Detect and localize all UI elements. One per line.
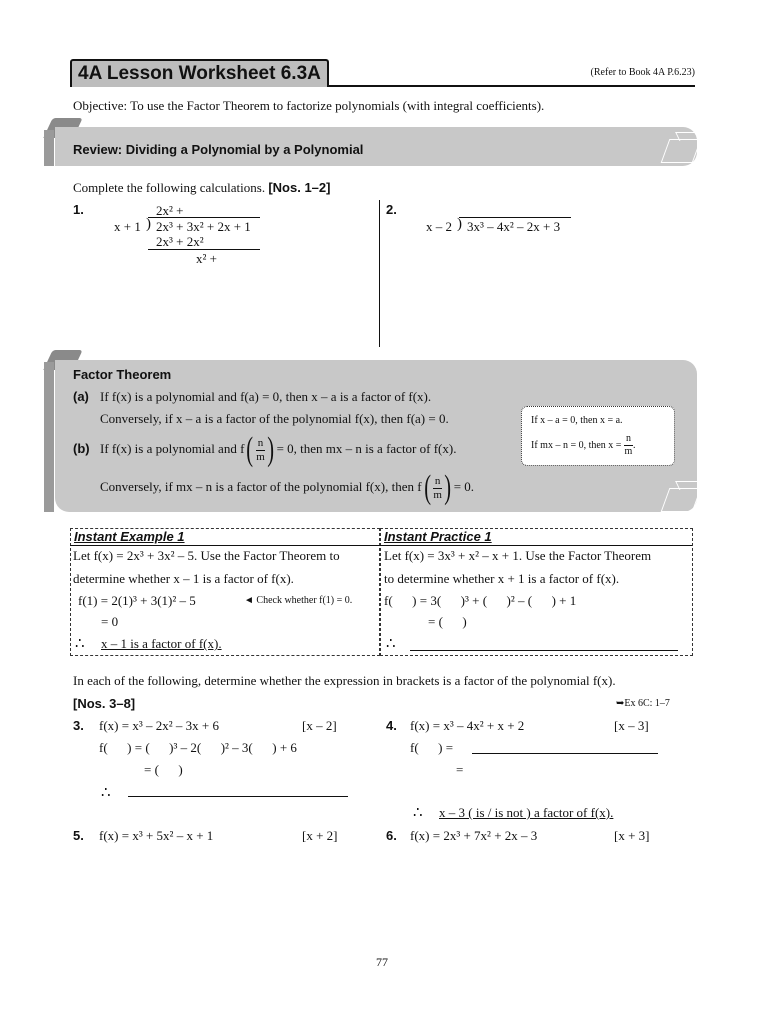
header-bar [70,59,695,87]
q4-conclusion[interactable]: x – 3 ( is / is not ) a factor of f(x). [439,805,614,820]
q1-dividend: 2x³ + 3x² + 2x + 1 [156,219,251,234]
paren-left: ( [246,431,254,469]
q4-bracket: [x – 3] [614,718,649,733]
q1-divisor: x + 1 [114,219,141,234]
review-instruction [73,180,330,196]
q3-expression: f(x) = x³ – 2x² – 3x + 6 [99,718,219,733]
n-over-m-fraction [256,437,266,464]
q3-answer-line[interactable] [128,796,348,797]
part-a-converse: Conversely, if x – a is a factor of the polynomial f(x), then f(a) = 0. [100,411,449,426]
review-nos: [Nos. 1–2] [268,180,331,195]
part-b-converse-pre: Conversely, if mx – n is a factor of the polynomial f(x), then f [100,479,422,494]
q1-number: 1. [73,202,84,217]
note-fraction [624,433,633,458]
q5-expression: f(x) = x³ + 5x² – x + 1 [99,828,214,843]
q6-number: 6. [386,828,397,843]
q1-division-bar [148,217,260,218]
q3-calc-2[interactable]: = ( ) [144,762,183,777]
practice-therefore: ∴ [386,636,396,652]
part-b-label: (b) [73,441,90,456]
q1-q2-divider [379,200,380,347]
q6-bracket: [x + 3] [614,828,650,843]
q1-step-line [148,249,260,250]
q4-expression: f(x) = x³ – 4x² + x + 2 [410,718,525,733]
example-calc-2: = 0 [101,614,119,629]
q3-calc-1[interactable]: f( ) = ( )³ – 2( )² – 3( ) + 6 [99,740,297,755]
part-b-converse-post: = 0. [453,479,475,494]
part-b-converse [100,469,475,507]
q3-bracket: [x – 2] [302,718,337,733]
part-b-pre: If f(x) is a polynomial and f [100,441,245,456]
example-line-2: determine whether x – 1 is a factor of f(x). [73,571,294,586]
worksheet-title: 4A Lesson Worksheet 6.3A [70,59,329,87]
hint-note [521,406,675,466]
practice-calc-1[interactable]: f( ) = 3( )³ + ( )² – ( ) + 1 [384,593,577,608]
q4-number: 4. [386,718,397,733]
practice-title: Instant Practice 1 [384,529,492,544]
part-a-label: (a) [73,389,89,404]
note-frac-denominator: m [624,446,633,457]
practice-line-1: Let f(x) = 3x³ + x² – x + 1. Use the Factor Theorem [384,548,652,563]
paren-right: ) [267,431,275,469]
example-therefore: ∴ [75,636,85,652]
paren-right: ) [444,469,452,507]
example-calc-1: f(1) = 2(1)³ + 3(1)² – 5 [78,593,196,608]
part-b-post: = 0, then mx – n is a factor of f(x). [276,441,457,456]
note-line-1: If x – a = 0, then x = a. [531,415,623,426]
page-number: 77 [376,955,388,969]
frac-denominator: m [433,488,442,501]
q2-division-bar [459,217,571,218]
review-heading: Review: Dividing a Polynomial by a Polynomial [73,142,364,157]
frac-numerator: n [434,474,441,487]
q6-expression: f(x) = 2x³ + 7x² + 2x – 3 [410,828,538,843]
factor-theorem-heading: Factor Theorem [73,367,172,382]
q1-step2: x² + [196,251,217,266]
theorem-tab-side [44,362,54,512]
q5-number: 5. [73,828,84,843]
box-icon [661,139,702,163]
q2-dividend: 3x³ – 4x² – 2x + 3 [467,219,561,234]
example-header-line [70,545,692,546]
objective: Objective: To use the Factor Theorem to factorize polynomials (with integral coefficients). [73,98,545,113]
q2-number: 2. [386,202,397,217]
exercise-instruction: In each of the following, determine whether the expression in brackets is a factor of the polynomial f(x). [73,673,616,688]
practice-line-2: to determine whether x + 1 is a factor of f(x). [384,571,620,586]
example-conclusion: x – 1 is a factor of f(x). [101,636,222,651]
exercise-reference: ➥Ex 6C: 1–7 [616,698,670,709]
n-over-m-fraction [433,475,443,502]
example-hint: ◄ Check whether f(1) = 0. [244,595,353,606]
q4-therefore: ∴ [413,805,423,821]
practice-answer-line[interactable] [410,650,678,651]
review-tab-side [44,130,54,166]
q4-calc-1: f( ) = [410,740,454,755]
paren-left: ( [423,469,431,507]
q1-step1: 2x³ + 2x² [156,234,204,249]
q2-divisor: x – 2 [426,219,452,234]
example-title: Instant Example 1 [74,529,185,544]
practice-calc-2[interactable]: = ( ) [428,614,467,629]
part-b-text [100,431,457,469]
note-frac-numerator: n [625,433,631,444]
note-line-2-pre: If mx – n = 0, then x = [531,439,622,451]
note-line-2 [531,433,635,458]
part-a-text: If f(x) is a polynomial and f(a) = 0, then x – a is a factor of f(x). [100,389,432,404]
frac-numerator: n [257,436,264,449]
q4-calc-2: = [456,762,464,777]
q1-quotient: 2x² + [156,203,184,218]
example-line-1: Let f(x) = 2x³ + 3x² – 5. Use the Factor Theorem to [73,548,340,563]
q1-bracket: ) [146,216,151,232]
q4-answer-line-1[interactable] [472,753,658,754]
exercise-nos: [Nos. 3–8] [73,696,136,711]
q5-bracket: [x + 2] [302,828,338,843]
review-instruction-text: Complete the following calculations. [73,180,266,195]
review-band [55,127,697,166]
note-line-2-post: . [632,439,636,451]
book-reference: (Refer to Book 4A P.6.23) [590,67,695,78]
q2-bracket: ) [457,216,462,232]
frac-denominator: m [256,450,265,463]
q3-number: 3. [73,718,84,733]
q3-therefore: ∴ [101,785,111,801]
box-icon [661,488,702,512]
